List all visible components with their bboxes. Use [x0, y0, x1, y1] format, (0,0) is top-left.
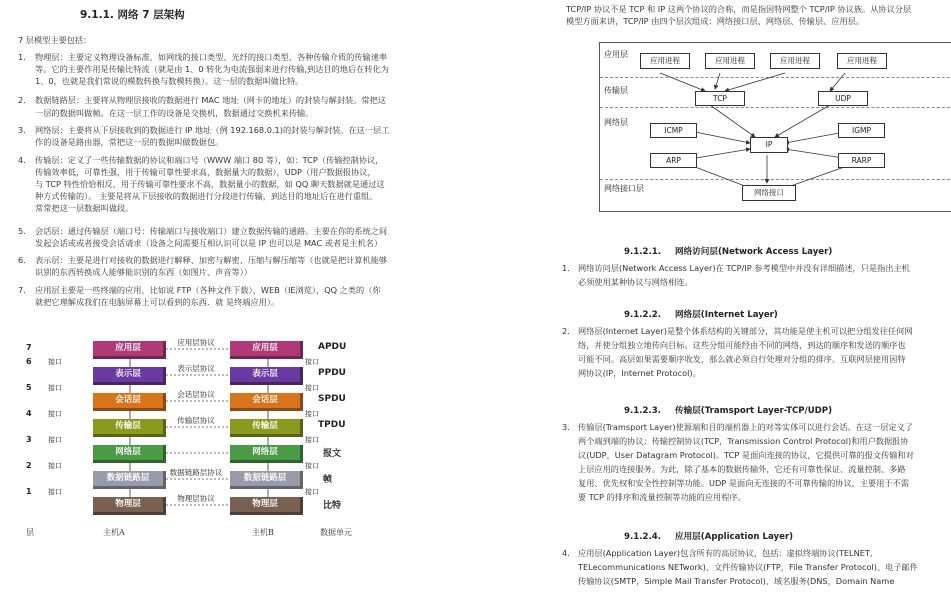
tcpip-box-arp: ARP: [650, 153, 697, 168]
osi-list-number: 1.: [18, 52, 26, 62]
osi-hostA-layer: 数据链路层: [93, 471, 166, 489]
osi-hostA-layer: 表示层: [93, 367, 166, 385]
osi-hostB-layer: 物理层: [230, 497, 303, 515]
tcpip-section-line: 议(UDP，User Datagram Protocol)。TCP 是面向连接的协议，它提供可靠的报文传输和对: [578, 450, 914, 460]
osi-list-number: 3.: [18, 125, 26, 135]
osi-pdu-label: PPDU: [318, 368, 346, 378]
section-title-osi: 9.1.1. 网络 7 层架构: [80, 9, 185, 21]
osi-protocol-label: 表示层协议: [177, 364, 215, 373]
osi-hostA-label: 主机A: [103, 528, 125, 537]
osi-interface-label: 接口: [48, 488, 62, 496]
osi-list-line: 表示层：主要是进行对接收的数据进行解释、加密与解密、压缩与解压缩等（也就是把计算机能够: [35, 255, 388, 266]
osi-hostB-layer: 传输层: [230, 419, 303, 437]
tcpip-section-line: 网络访问层(Network Access Layer)在 TCP/IP 参考模型中并没有详细描述，只是指出主机: [578, 263, 910, 273]
osi-interface-label-right: 接口: [305, 436, 319, 444]
tcpip-intro-line: TCP/IP 协议不是 TCP 和 IP 这两个协议的合称，而是指因特网整个 TCP/IP 协议族。从协议分层: [566, 4, 912, 14]
tcpip-box-tcp: TCP: [695, 91, 745, 106]
tcpip-box-netif: 网络接口: [742, 185, 796, 201]
osi-list-text: [35, 225, 435, 249]
osi-list-line: 发起会话或或者接受会话请求（设备之间需要互相认识可以是 IP 也可以是 MAC 或者是主机名）: [35, 237, 383, 248]
osi-interface-number: 4: [26, 409, 32, 418]
osi-list-text: [35, 284, 435, 308]
osi-list-number: 5.: [18, 225, 26, 236]
osi-interface-label: 接口: [48, 384, 62, 392]
osi-list-line: 传输层：定义了一些传输数据的协议和端口号（WWW 端口 80 等），如：TCP（传输控制协议，: [35, 154, 384, 165]
tcpip-section-item-number: 2.: [562, 326, 570, 336]
osi-diagram: [18, 335, 463, 540]
tcpip-section-number: 9.1.2.2.: [624, 310, 661, 320]
tcpip-box-app1: 应用进程: [640, 53, 690, 69]
osi-pdu-label: 帧: [323, 475, 333, 485]
osi-hostA-layer: 传输层: [93, 419, 166, 437]
osi-hostB-layer: 会话层: [230, 393, 303, 411]
osi-list-line: 与 TCP 特性恰恰相反，用于传输可靠性要求不高，数据量小的数据，如 QQ 聊天数据就是通过这: [35, 179, 385, 189]
osi-interface-label: 接口: [48, 358, 62, 366]
tcpip-section-line: TELecommunications NETwork)、文件传输协议(FTP，File Transfer Protocol)、电子邮件: [578, 562, 918, 572]
tcpip-section-line: 上层应用的连接服务。为此，除了基本的数据传输外，它还有可靠性保证、流量控制、多路: [578, 464, 906, 474]
tcpip-section-line: 复用、优先权和安全性控制等功能。UDP 是面向无连接的不可靠传输的协议，主要用于不需: [578, 478, 909, 488]
osi-hostA-layer: 应用层: [93, 341, 166, 359]
tcpip-box-app3: 应用进程: [770, 53, 820, 69]
osi-list-line: 数据链路层：主要将从物理层接收的数据进行 MAC 地址（网卡的地址）的封装与解封装。常把这: [35, 95, 386, 106]
tcpip-section-line: 要 TCP 的排序和流量控制等功能的应用程序。: [578, 492, 746, 502]
osi-list-line: 一层的数据叫做帧。在这一层工作的设备是交换机，数据通过交换机来传输。: [35, 107, 314, 118]
osi-hostA-layer: 物理层: [93, 497, 166, 515]
tcpip-section-heading: [624, 530, 793, 542]
tcpip-intro-line: 模型方面来讲，TCP/IP 由四个层次组成：网络接口层、网络层、传输层、应用层。: [566, 16, 865, 26]
osi-hostB-layer: 应用层: [230, 341, 303, 359]
osi-list-text: [35, 124, 435, 148]
osi-pdu-label: APDU: [318, 342, 347, 352]
osi-hostB-layer: 表示层: [230, 367, 303, 385]
osi-layer-count: 7: [26, 343, 32, 352]
osi-list-number: 4.: [18, 154, 26, 165]
tcpip-box-app4: 应用进程: [837, 53, 887, 69]
osi-interface-number: 5: [26, 383, 32, 392]
osi-interface-label-right: 接口: [305, 462, 319, 470]
tcpip-section-number: 9.1.2.3.: [624, 406, 661, 416]
osi-interface-number: 2: [26, 461, 32, 470]
tcpip-diagram: [599, 42, 951, 212]
osi-list-text: [35, 154, 435, 215]
tcpip-section-line: 网络层(Internet Layer)是整个体系结构的关键部分，其功能是使主机可以把分组发往任何网: [578, 326, 913, 336]
osi-interface-label-right: 接口: [305, 384, 319, 392]
tcpip-row-app: 应用层: [600, 43, 951, 78]
tcpip-box-app2: 应用进程: [705, 53, 755, 69]
osi-list-line: 识别的东西转换成人能够能识别的东西（如图片、声音等））: [35, 267, 252, 278]
osi-pdu-label: 报文: [323, 449, 342, 459]
tcpip-section-title: 网络层(Internet Layer): [674, 310, 778, 320]
tcpip-section-item-number: 4.: [562, 548, 570, 558]
osi-list-line: 作的设备是路由器，常把这一层的数据叫做数据包。: [35, 137, 224, 148]
tcpip-section-item-number: 3.: [562, 422, 570, 432]
osi-interface-number: 1: [26, 487, 32, 496]
tcpip-section-line: 应用层(Application Layer)包含所有的高层协议，包括：虚拟终端协议(TELNET,: [578, 548, 873, 558]
tcpip-row-transport: 传输层: [600, 77, 951, 108]
osi-list-line: 1、0，也就是我们常说的模数转换与数模转换）。这一层的数据叫做比特。: [35, 76, 304, 87]
osi-interface-label: 接口: [48, 462, 62, 470]
osi-pdu-label: SPDU: [318, 394, 346, 404]
tcpip-section-line: 两个端到端的协议：传输控制协议(TCP，Transmission Control Protocol)和用户数据报协: [578, 436, 909, 446]
osi-protocol-label: 物理层协议: [177, 494, 215, 503]
osi-hostA-layer: 网络层: [93, 445, 166, 463]
tcpip-box-udp: UDP: [818, 91, 868, 106]
tcpip-section-line: 络，并使分组独立地传向目标。这些分组可能经由不同的网络，到达的顺序和发送的顺序也: [578, 340, 906, 350]
osi-protocol-label: 应用层协议: [177, 338, 215, 347]
osi-list-line: 传输效率低，可靠性强，用于传输可靠性要求高，数据量大的数据），UDP（用户数据报协议，: [35, 166, 376, 177]
osi-pdu-label: TPDU: [318, 420, 346, 430]
osi-protocol-label: 数据链路层协议: [169, 468, 223, 477]
osi-list-line: 常常把这一层数据叫做段。: [35, 203, 134, 214]
osi-interface-label: 接口: [48, 436, 62, 444]
tcpip-section-heading: [624, 404, 832, 416]
tcpip-row-netif: 网络接口层: [604, 184, 644, 193]
osi-list-number: 6.: [18, 255, 26, 266]
osi-list-text: [35, 51, 435, 88]
osi-interface-number: 6: [26, 357, 32, 366]
osi-list-line: 就把它理解成我们在电脑屏幕上可以看到的东西．就 是终端应用）。: [35, 297, 280, 307]
osi-interface-number: 3: [26, 435, 32, 444]
tcpip-box-icmp: ICMP: [650, 123, 697, 138]
tcpip-row-network: 网络层: [600, 107, 951, 180]
osi-interface-label-right: 接口: [305, 358, 319, 366]
osi-protocol-label: 会话层协议: [177, 390, 215, 399]
tcpip-section-title: 传输层(Tramsport Layer-TCP/UDP): [674, 406, 833, 416]
osi-list-line: 会话层：通过传输层（端口号：传输端口与接收端口）建立数据传输的通路。主要在你的系统之间: [35, 225, 388, 236]
osi-hostB-layer: 数据链路层: [230, 471, 303, 489]
tcpip-section-heading: [624, 308, 778, 320]
tcpip-section-heading: [624, 245, 832, 257]
tcpip-section-line: 可能不同。高层如果需要顺序收发，那么就必须自行处理对分组的排序。互联网层使用因特: [578, 354, 906, 364]
tcpip-section-item-number: 1.: [562, 263, 570, 273]
osi-hostB-label: 主机B: [252, 528, 274, 537]
osi-interface-label: 接口: [48, 410, 62, 418]
tcpip-section-number: 9.1.2.4.: [624, 532, 661, 542]
tcpip-box-ip: IP: [750, 137, 788, 153]
tcpip-section-number: 9.1.2.1.: [624, 247, 661, 257]
osi-unit-label: 数据单元: [320, 528, 352, 537]
tcpip-section-title: 网络访问层(Network Access Layer): [674, 247, 833, 257]
osi-protocol-label: 传输层协议: [177, 416, 215, 425]
tcpip-section-line: 传输层(Tramsport Layer)使源端和目的端机器上的对等实体可以进行会话。在这一层定义了: [578, 422, 914, 432]
osi-bottom-layer-label: 层: [26, 528, 34, 537]
osi-list-line: 物理层：主要定义物理设备标准，如网线的接口类型、光纤的接口类型、各种传输介质的传输速率: [35, 52, 388, 62]
osi-list-text: [35, 94, 435, 118]
osi-intro: 7 层模型主要包括：: [18, 35, 92, 45]
osi-list-line: 应用层主要是一些终端的应用，比如说 FTP（各种文件下载），WEB（IE浏览），QQ 之类的（你: [35, 284, 381, 295]
osi-list-number: 7.: [18, 284, 26, 295]
tcpip-box-rarp: RARP: [838, 153, 885, 168]
tcpip-box-igmp: IGMP: [838, 123, 885, 138]
tcpip-section-line: 传输协议(SMTP，Simple Mail Transfer Protocol)、域名服务(DNS，Domain Name: [578, 576, 895, 586]
tcpip-section-line: 网协议(IP，Internet Protocol)。: [578, 368, 701, 378]
osi-interface-label-right: 接口: [305, 410, 319, 418]
tcpip-section-title: 应用层(Application Layer): [674, 532, 794, 542]
osi-list-text: [35, 254, 435, 278]
osi-list-line: 网络层：主要将从下层接收到的数据进行 IP 地址（例 192.168.0.1)的封装与解封装。在这一层工: [35, 125, 390, 135]
osi-hostA-layer: 会话层: [93, 393, 166, 411]
osi-list-number: 2.: [18, 95, 26, 106]
osi-pdu-label: 比特: [323, 501, 342, 511]
tcpip-section-line: 必须使用某种协议与网络相连。: [578, 277, 693, 287]
osi-list-line: 等。它的主要作用是传输比特流（就是由 1、0 转化为电流强弱来进行传输,到达目的地后在转化为: [35, 64, 389, 75]
osi-hostB-layer: 网络层: [230, 445, 303, 463]
osi-interface-label-right: 接口: [305, 488, 319, 496]
osi-list-line: 种方式传输的）。 主要是将从下层接收的数据进行分段进行传输，到达目的地址后在进行重组。: [35, 191, 378, 202]
